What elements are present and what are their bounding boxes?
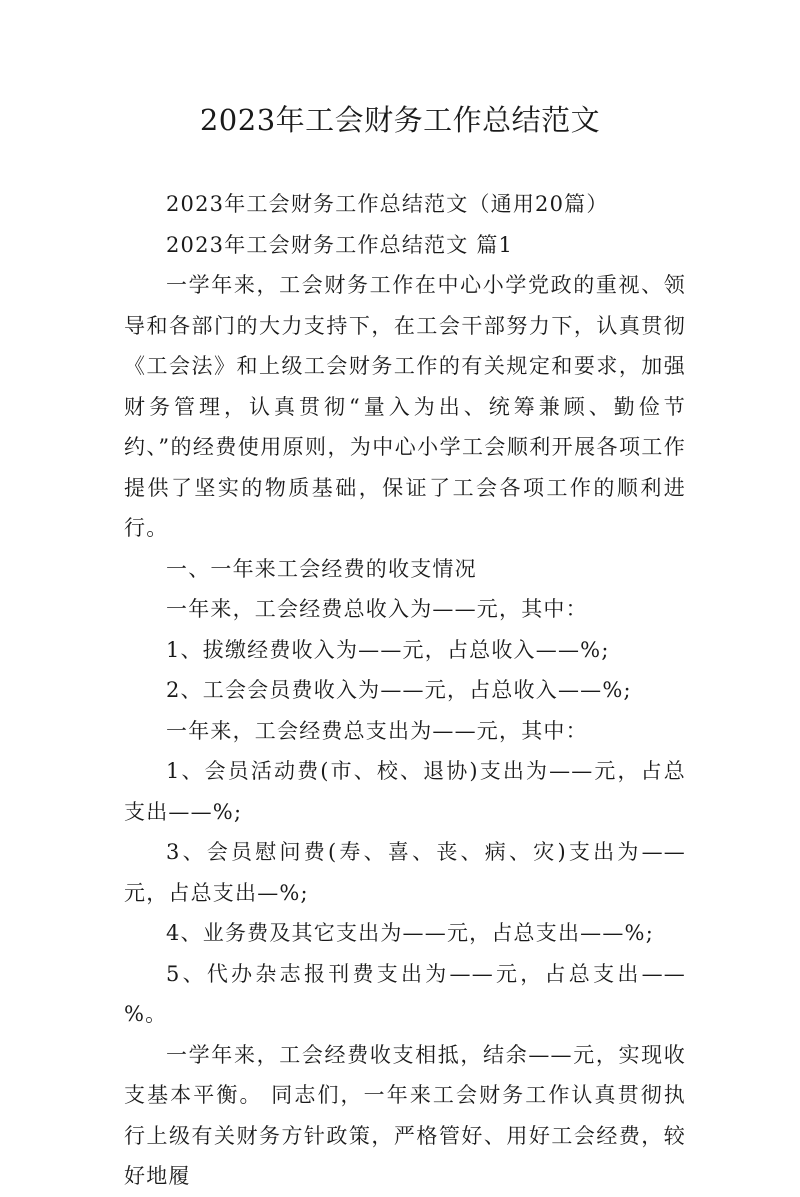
paragraph-expense-item-4: 4、业务费及其它支出为——元，占总支出——%; bbox=[166, 921, 654, 945]
paragraph-intro: 一学年来，工会财务工作在中心小学党政的重视、领导和各部门的大力支持下，在工会干部努力下，认真贯彻《工会法》和上级工会财务工作的有关规定和要求，加强财务管理，认真贯彻“量入为出、统筹兼顾、勤俭节约、”的经费使用原则，为中心小学工会顺利开展各项工作提供了坚实的物质基础，保证了工会各项工作的顺利进行。 bbox=[124, 273, 686, 540]
paragraph-total-income: 一年来，工会经费总收入为——元，其中： bbox=[166, 597, 588, 621]
paragraph-balance-summary: 一学年来，工会经费收支相抵，结余——元，实现收支基本平衡。 同志们，一年来工会财务工作认真贯彻执行上级有关财务方针政策，严格管好、用好工会经费，较好地履 bbox=[124, 1042, 686, 1188]
paragraph-income-item-2: 2、工会会员费收入为——元，占总收入——%; bbox=[166, 678, 632, 702]
document-body bbox=[124, 184, 686, 1197]
paragraph-expense-item-3: 3、会员慰问费(寿、喜、丧、病、灾)支出为——元，占总支出—%; bbox=[124, 840, 686, 905]
paragraph-income-item-1: 1、拔缴经费收入为——元，占总收入——%; bbox=[166, 637, 610, 662]
paragraph-total-expense: 一年来，工会经费总支出为——元，其中： bbox=[166, 718, 588, 743]
document-title: 2023年工会财务工作总结范文 bbox=[199, 103, 601, 137]
paragraph-expense-item-1: 1、会员活动费(市、校、退协)支出为——元，占总支出——%; bbox=[124, 759, 686, 824]
paragraph-expense-item-5: 5、代办杂志报刊费支出为——元，占总支出——%。 bbox=[124, 961, 686, 1026]
paragraph-heading-income-expense: 一、一年来工会经费的收支情况 bbox=[166, 556, 477, 581]
paragraph-section-heading: 2023年工会财务工作总结范文 篇1 bbox=[166, 232, 514, 257]
paragraph-subtitle: 2023年工会财务工作总结范文（通用20篇） bbox=[166, 192, 609, 216]
